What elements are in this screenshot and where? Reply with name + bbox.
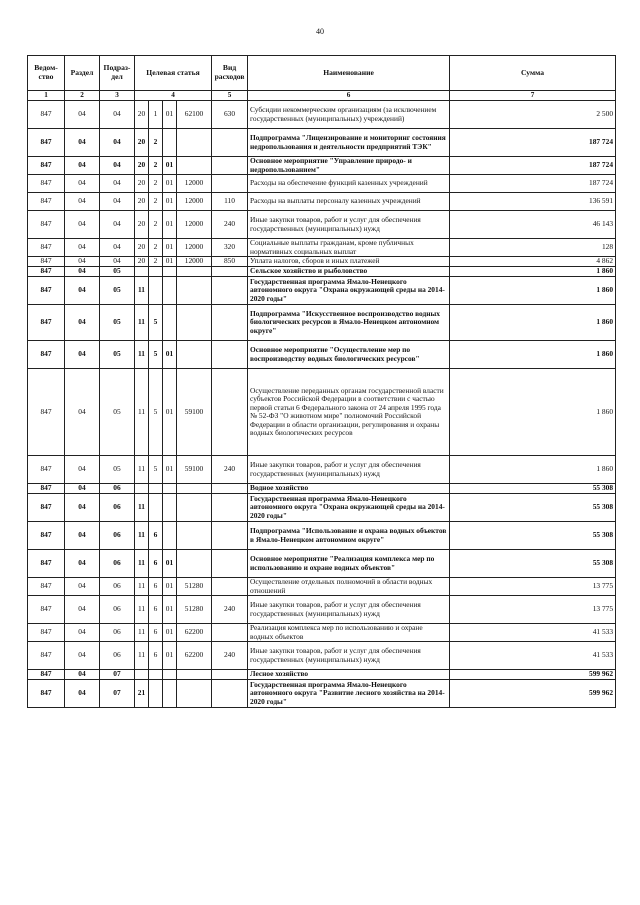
cell-cs-event: 01 [163, 211, 177, 239]
cell-cs-subprogram: 2 [149, 239, 163, 257]
cell-cs-direction: 59100 [177, 369, 212, 456]
cell-naimenovanie: Основное мероприятие "Осуществление мер по воспроизводству водных биологических ресурсов" [248, 341, 450, 369]
cell-cs-program: 20 [135, 101, 149, 129]
table-row [28, 341, 616, 369]
cell-razdel: 04 [65, 494, 100, 522]
cell-razdel: 04 [65, 550, 100, 578]
cell-cs-program: 20 [135, 175, 149, 193]
cell-vedomstvo: 847 [28, 550, 65, 578]
cell-razdel: 04 [65, 277, 100, 305]
cell-naimenovanie: Основное мероприятие "Управление природо- и недропользованием" [248, 157, 450, 175]
cell-vid-rashodov [212, 578, 248, 596]
table-row [28, 277, 616, 305]
cell-vid-rashodov: 320 [212, 239, 248, 257]
table-row [28, 578, 616, 596]
cell-cs-event [163, 522, 177, 550]
cell-razdel: 04 [65, 578, 100, 596]
header-num-3: 3 [100, 91, 135, 101]
cell-vedomstvo: 847 [28, 101, 65, 129]
cell-cs-direction [177, 341, 212, 369]
cell-cs-subprogram [149, 494, 163, 522]
cell-razdel: 04 [65, 596, 100, 624]
cell-razdel: 04 [65, 670, 100, 680]
cell-naimenovanie: Подпрограмма "Искусственное воспроизводство водных биологических ресурсов в Ямало-Ненецком автономном округе" [248, 305, 450, 341]
cell-cs-event [163, 680, 177, 708]
cell-vid-rashodov [212, 494, 248, 522]
header-summa: Сумма [450, 56, 616, 91]
cell-vid-rashodov: 240 [212, 456, 248, 484]
cell-vedomstvo: 847 [28, 369, 65, 456]
cell-razdel: 04 [65, 341, 100, 369]
cell-naimenovanie: Основное мероприятие "Реализация комплекса мер по использованию и охране водных объектов" [248, 550, 450, 578]
cell-cs-subprogram: 6 [149, 596, 163, 624]
cell-summa: 136 591 [450, 193, 616, 211]
cell-summa: 1 860 [450, 305, 616, 341]
cell-razdel: 04 [65, 129, 100, 157]
cell-cs-direction [177, 305, 212, 341]
cell-podrazdel: 04 [100, 157, 135, 175]
header-num-5: 5 [212, 91, 248, 101]
cell-podrazdel: 05 [100, 369, 135, 456]
cell-razdel: 04 [65, 267, 100, 277]
cell-podrazdel: 05 [100, 277, 135, 305]
table-row [28, 175, 616, 193]
cell-podrazdel: 06 [100, 642, 135, 670]
header-podrazdel: Подраз-дел [100, 56, 135, 91]
header-num-7: 7 [450, 91, 616, 101]
cell-podrazdel: 04 [100, 211, 135, 239]
cell-podrazdel: 06 [100, 494, 135, 522]
table-row [28, 670, 616, 680]
cell-podrazdel: 07 [100, 680, 135, 708]
cell-cs-event [163, 670, 177, 680]
cell-vid-rashodov [212, 484, 248, 494]
cell-podrazdel: 04 [100, 239, 135, 257]
cell-vedomstvo: 847 [28, 596, 65, 624]
cell-cs-subprogram: 2 [149, 193, 163, 211]
cell-podrazdel: 06 [100, 484, 135, 494]
cell-summa: 55 308 [450, 494, 616, 522]
cell-cs-program: 21 [135, 680, 149, 708]
cell-naimenovanie: Подпрограмма "Лицензирование и мониторинг состояния недропользования и деятельности предприятий ТЭК" [248, 129, 450, 157]
cell-naimenovanie: Подпрограмма "Использование и охрана водных объектов в Ямало-Ненецком автономном округе" [248, 522, 450, 550]
cell-cs-direction [177, 157, 212, 175]
cell-podrazdel: 06 [100, 596, 135, 624]
cell-cs-program [135, 484, 149, 494]
cell-podrazdel: 04 [100, 193, 135, 211]
cell-cs-program: 11 [135, 341, 149, 369]
cell-cs-event: 01 [163, 456, 177, 484]
table-row [28, 456, 616, 484]
cell-cs-subprogram: 6 [149, 642, 163, 670]
cell-vid-rashodov [212, 129, 248, 157]
table-row [28, 680, 616, 708]
table-row [28, 642, 616, 670]
header-vedomstvo: Ведом-ство [28, 56, 65, 91]
cell-podrazdel: 05 [100, 456, 135, 484]
cell-summa: 41 533 [450, 624, 616, 642]
cell-cs-event [163, 494, 177, 522]
table-row [28, 267, 616, 277]
cell-naimenovanie: Расходы на обеспечение функций казенных учреждений [248, 175, 450, 193]
cell-cs-program: 11 [135, 642, 149, 670]
cell-summa: 128 [450, 239, 616, 257]
cell-vedomstvo: 847 [28, 624, 65, 642]
cell-vid-rashodov: 240 [212, 596, 248, 624]
cell-cs-event [163, 484, 177, 494]
cell-vedomstvo: 847 [28, 267, 65, 277]
cell-razdel: 04 [65, 624, 100, 642]
header-num-6: 6 [248, 91, 450, 101]
cell-cs-subprogram: 5 [149, 369, 163, 456]
table-row [28, 211, 616, 239]
cell-cs-direction: 59100 [177, 456, 212, 484]
header-num-1: 1 [28, 91, 65, 101]
cell-cs-subprogram: 6 [149, 550, 163, 578]
cell-podrazdel: 06 [100, 522, 135, 550]
cell-cs-subprogram: 2 [149, 175, 163, 193]
cell-summa: 4 862 [450, 257, 616, 267]
cell-cs-program: 20 [135, 257, 149, 267]
cell-vid-rashodov [212, 522, 248, 550]
cell-naimenovanie: Осуществление отдельных полномочий в области водных отношений [248, 578, 450, 596]
cell-vedomstvo: 847 [28, 305, 65, 341]
cell-summa: 1 860 [450, 341, 616, 369]
cell-vedomstvo: 847 [28, 522, 65, 550]
cell-naimenovanie: Реализация комплекса мер по использованию и охране водных объектов [248, 624, 450, 642]
cell-summa: 187 724 [450, 175, 616, 193]
table-body [28, 101, 616, 708]
cell-cs-subprogram: 6 [149, 522, 163, 550]
cell-naimenovanie: Государственная программа Ямало-Ненецкого автономного округа "Охрана окружающей среды на 2014-2020 годы" [248, 494, 450, 522]
cell-cs-direction: 12000 [177, 175, 212, 193]
table-row [28, 494, 616, 522]
cell-vid-rashodov: 850 [212, 257, 248, 267]
cell-vedomstvo: 847 [28, 680, 65, 708]
cell-naimenovanie: Лесное хозяйство [248, 670, 450, 680]
cell-vid-rashodov [212, 157, 248, 175]
cell-razdel: 04 [65, 369, 100, 456]
cell-cs-direction: 51280 [177, 578, 212, 596]
cell-naimenovanie: Государственная программа Ямало-Ненецкого автономного округа "Охрана окружающей среды на 2014-2020 годы" [248, 277, 450, 305]
cell-cs-subprogram [149, 680, 163, 708]
cell-cs-program: 11 [135, 494, 149, 522]
cell-cs-direction [177, 267, 212, 277]
cell-cs-direction: 12000 [177, 239, 212, 257]
cell-cs-subprogram [149, 267, 163, 277]
cell-cs-program: 20 [135, 157, 149, 175]
cell-vid-rashodov [212, 369, 248, 456]
cell-vid-rashodov [212, 267, 248, 277]
header-num-2: 2 [65, 91, 100, 101]
cell-razdel: 04 [65, 193, 100, 211]
cell-naimenovanie: Сельское хозяйство и рыболовство [248, 267, 450, 277]
cell-cs-direction: 12000 [177, 211, 212, 239]
cell-vid-rashodov: 240 [212, 642, 248, 670]
cell-summa: 1 860 [450, 277, 616, 305]
cell-cs-direction [177, 522, 212, 550]
budget-table [27, 55, 616, 708]
cell-cs-event: 01 [163, 596, 177, 624]
cell-vedomstvo: 847 [28, 175, 65, 193]
table-row [28, 157, 616, 175]
cell-cs-event: 01 [163, 157, 177, 175]
table-row [28, 522, 616, 550]
cell-cs-event: 01 [163, 257, 177, 267]
cell-cs-subprogram [149, 670, 163, 680]
cell-vid-rashodov [212, 341, 248, 369]
cell-vedomstvo: 847 [28, 239, 65, 257]
cell-podrazdel: 04 [100, 101, 135, 129]
table-row [28, 484, 616, 494]
cell-cs-event: 01 [163, 239, 177, 257]
cell-summa: 13 775 [450, 578, 616, 596]
cell-cs-direction: 62100 [177, 101, 212, 129]
cell-summa: 13 775 [450, 596, 616, 624]
cell-cs-direction [177, 550, 212, 578]
table-row [28, 101, 616, 129]
cell-vedomstvo: 847 [28, 642, 65, 670]
cell-summa: 46 143 [450, 211, 616, 239]
cell-summa: 55 308 [450, 522, 616, 550]
cell-razdel: 04 [65, 257, 100, 267]
header-naimenovanie: Наименование [248, 56, 450, 91]
cell-naimenovanie: Иные закупки товаров, работ и услуг для обеспечения государственных (муниципальных) нужд [248, 642, 450, 670]
cell-vedomstvo: 847 [28, 211, 65, 239]
cell-cs-direction [177, 670, 212, 680]
cell-cs-direction: 51280 [177, 596, 212, 624]
cell-cs-subprogram [149, 277, 163, 305]
cell-podrazdel: 07 [100, 670, 135, 680]
cell-cs-program: 11 [135, 522, 149, 550]
cell-cs-subprogram: 5 [149, 341, 163, 369]
cell-cs-event: 01 [163, 369, 177, 456]
table-row [28, 193, 616, 211]
cell-cs-program: 20 [135, 211, 149, 239]
cell-vid-rashodov [212, 624, 248, 642]
cell-razdel: 04 [65, 157, 100, 175]
cell-cs-subprogram: 2 [149, 157, 163, 175]
cell-cs-event: 01 [163, 578, 177, 596]
cell-vedomstvo: 847 [28, 578, 65, 596]
header-vid-rashodov: Вид расходов [212, 56, 248, 91]
table-row [28, 129, 616, 157]
cell-cs-direction: 12000 [177, 257, 212, 267]
cell-summa: 599 962 [450, 670, 616, 680]
cell-razdel: 04 [65, 175, 100, 193]
cell-vid-rashodov [212, 277, 248, 305]
cell-cs-program: 11 [135, 596, 149, 624]
cell-vedomstvo: 847 [28, 157, 65, 175]
cell-summa: 187 724 [450, 129, 616, 157]
cell-razdel: 04 [65, 305, 100, 341]
cell-cs-subprogram: 6 [149, 578, 163, 596]
cell-cs-program: 11 [135, 277, 149, 305]
cell-summa: 599 962 [450, 680, 616, 708]
cell-cs-event [163, 305, 177, 341]
cell-razdel: 04 [65, 101, 100, 129]
cell-vedomstvo: 847 [28, 494, 65, 522]
cell-vid-rashodov [212, 670, 248, 680]
table-row [28, 369, 616, 456]
cell-cs-event: 01 [163, 624, 177, 642]
cell-naimenovanie: Расходы на выплаты персоналу казенных учреждений [248, 193, 450, 211]
cell-cs-direction [177, 277, 212, 305]
cell-cs-direction: 62200 [177, 642, 212, 670]
cell-vedomstvo: 847 [28, 456, 65, 484]
cell-cs-program: 11 [135, 456, 149, 484]
cell-cs-event [163, 267, 177, 277]
cell-cs-program [135, 267, 149, 277]
cell-naimenovanie: Государственная программа Ямало-Ненецкого автономного округа "Развитие лесного хозяйства на 2014-2020 годы" [248, 680, 450, 708]
cell-podrazdel: 06 [100, 578, 135, 596]
cell-cs-event: 01 [163, 193, 177, 211]
cell-cs-direction: 62200 [177, 624, 212, 642]
cell-cs-subprogram: 5 [149, 456, 163, 484]
page-number: 40 [316, 27, 324, 36]
cell-cs-program: 11 [135, 550, 149, 578]
cell-cs-subprogram [149, 484, 163, 494]
cell-cs-direction [177, 484, 212, 494]
cell-naimenovanie: Иные закупки товаров, работ и услуг для обеспечения государственных (муниципальных) нужд [248, 596, 450, 624]
table-header [28, 56, 616, 101]
cell-vedomstvo: 847 [28, 193, 65, 211]
cell-vid-rashodov: 630 [212, 101, 248, 129]
cell-vedomstvo: 847 [28, 277, 65, 305]
cell-cs-program [135, 670, 149, 680]
cell-cs-subprogram: 2 [149, 129, 163, 157]
cell-naimenovanie: Иные закупки товаров, работ и услуг для обеспечения государственных (муниципальных) нужд [248, 456, 450, 484]
cell-podrazdel: 05 [100, 267, 135, 277]
cell-cs-program: 11 [135, 624, 149, 642]
cell-cs-event: 01 [163, 550, 177, 578]
cell-naimenovanie: Водное хозяйство [248, 484, 450, 494]
cell-vedomstvo: 847 [28, 257, 65, 267]
cell-summa: 1 860 [450, 456, 616, 484]
cell-summa: 1 860 [450, 267, 616, 277]
cell-cs-subprogram: 5 [149, 305, 163, 341]
cell-razdel: 04 [65, 484, 100, 494]
cell-cs-subprogram: 1 [149, 101, 163, 129]
cell-cs-subprogram: 2 [149, 257, 163, 267]
cell-cs-program: 20 [135, 129, 149, 157]
cell-summa: 55 308 [450, 550, 616, 578]
cell-razdel: 04 [65, 522, 100, 550]
cell-cs-event: 01 [163, 175, 177, 193]
cell-cs-direction: 12000 [177, 193, 212, 211]
table-row [28, 624, 616, 642]
cell-summa: 41 533 [450, 642, 616, 670]
cell-naimenovanie: Осуществление переданных органам государственной власти субъектов Российской Федерации в соответствии с частью первой статьи 6 Федерального закона от 24 апреля 1995 года № 52-ФЗ "О животном мире" полномочий Российской Федерации в области организации, регулирования и охраны водных биологических ресурсов [248, 369, 450, 456]
header-razdel: Раздел [65, 56, 100, 91]
cell-vid-rashodov [212, 305, 248, 341]
cell-cs-program: 20 [135, 193, 149, 211]
cell-cs-direction [177, 129, 212, 157]
cell-naimenovanie: Уплата налогов, сборов и иных платежей [248, 257, 450, 267]
cell-podrazdel: 06 [100, 624, 135, 642]
cell-razdel: 04 [65, 642, 100, 670]
cell-cs-direction [177, 494, 212, 522]
cell-razdel: 04 [65, 239, 100, 257]
cell-vedomstvo: 847 [28, 670, 65, 680]
cell-podrazdel: 05 [100, 305, 135, 341]
cell-cs-program: 11 [135, 369, 149, 456]
cell-vedomstvo: 847 [28, 129, 65, 157]
table-row [28, 239, 616, 257]
cell-razdel: 04 [65, 456, 100, 484]
cell-cs-event: 01 [163, 642, 177, 670]
cell-cs-subprogram: 6 [149, 624, 163, 642]
cell-naimenovanie: Иные закупки товаров, работ и услуг для обеспечения государственных (муниципальных) нужд [248, 211, 450, 239]
cell-cs-event [163, 277, 177, 305]
header-celevaya-statya: Целевая статья [135, 56, 212, 91]
cell-podrazdel: 06 [100, 550, 135, 578]
cell-summa: 1 860 [450, 369, 616, 456]
cell-vid-rashodov [212, 550, 248, 578]
cell-cs-program: 20 [135, 239, 149, 257]
cell-cs-direction [177, 680, 212, 708]
cell-summa: 2 500 [450, 101, 616, 129]
cell-podrazdel: 05 [100, 341, 135, 369]
cell-cs-event: 01 [163, 341, 177, 369]
table-row [28, 305, 616, 341]
cell-vid-rashodov: 110 [212, 193, 248, 211]
cell-summa: 187 724 [450, 157, 616, 175]
table-row [28, 596, 616, 624]
header-num-4: 4 [135, 91, 212, 101]
cell-vedomstvo: 847 [28, 484, 65, 494]
cell-cs-subprogram: 2 [149, 211, 163, 239]
cell-podrazdel: 04 [100, 175, 135, 193]
cell-naimenovanie: Социальные выплаты гражданам, кроме публичных нормативных социальных выплат [248, 239, 450, 257]
table-row [28, 257, 616, 267]
cell-razdel: 04 [65, 211, 100, 239]
cell-razdel: 04 [65, 680, 100, 708]
cell-naimenovanie: Субсидии некоммерческим организациям (за исключением государственных (муниципальных) учреждений) [248, 101, 450, 129]
cell-cs-event: 01 [163, 101, 177, 129]
cell-vid-rashodov [212, 680, 248, 708]
cell-cs-program: 11 [135, 305, 149, 341]
cell-podrazdel: 04 [100, 257, 135, 267]
cell-vid-rashodov [212, 175, 248, 193]
cell-vid-rashodov: 240 [212, 211, 248, 239]
cell-cs-program: 11 [135, 578, 149, 596]
cell-podrazdel: 04 [100, 129, 135, 157]
cell-summa: 55 308 [450, 484, 616, 494]
cell-cs-event [163, 129, 177, 157]
cell-vedomstvo: 847 [28, 341, 65, 369]
table-row [28, 550, 616, 578]
